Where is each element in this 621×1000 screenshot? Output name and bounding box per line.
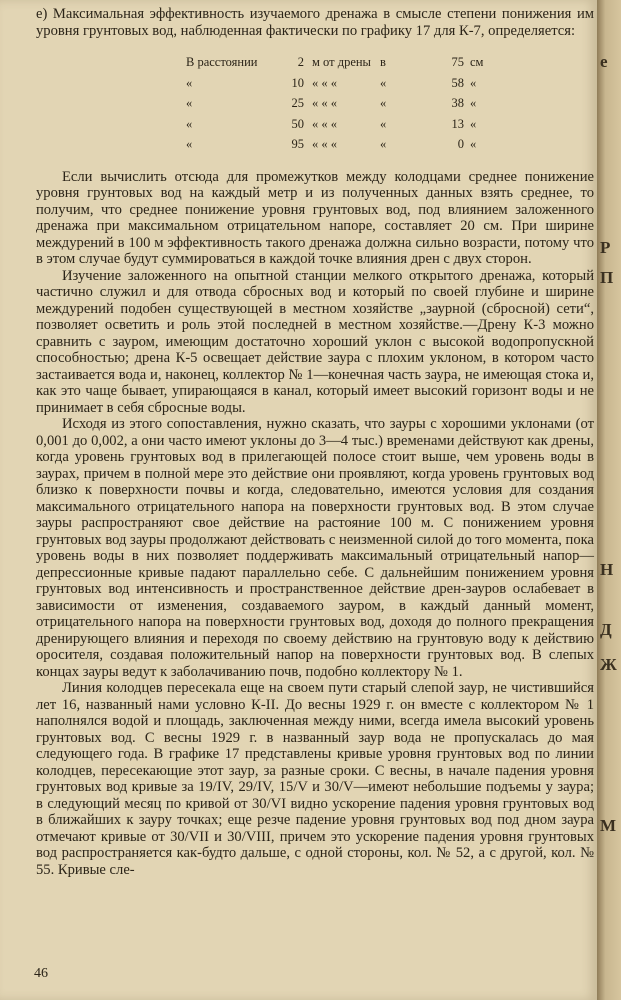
paragraph: Изучение заложенного на опытной станции мелкого открытого дренажа, который частично служил и для отвода сбросных вод и который по своей глубине и ширине междурений подобен существующей в местном хозяйстве „заурной (сбросной) сети“, позволяет осветить и роль этой последней в местном хозяйстве.—Дрену К-3 можно сравнить с зауром, имеющим достаточно хороший уклон с высокой водопропускной способностью; дрена К-5 освещает действие заура с плохим уклоном, в котором часто застаивается вода и, наконец, коллектор № 1—конечная часть заура, не имеющая стока и, как это чаще бывает, упирающаяся в канал, который имеет высокий горизонт воды и не принимает в себя сбросные воды. — [36, 267, 594, 416]
table-row: В расстоянии 2 м от дрены в 75 см — [186, 55, 484, 69]
adjacent-page-edge — [597, 0, 621, 1000]
paragraph: Линия колодцев пересекала еще на своем пути старый слепой заур, не чистившийся лет 16, названный нами условно К-II. До весны 1929 г. он вместе с коллектором № 1 наполнялся водой и площадь, заключенная между ними, всегда имела высокий уровень грунтовых вод. С весны 1929 г. в названный заур вода не пропускалась до мая следующего года. В графике 17 представлены кривые уровня грунтовых вод по линии колодцев, пересекающие этот заур, за разные сроки. С весны, в начале падения уровня грунтовых вод кривые за 19/IV, 29/IV, 15/V и 30/V—имеют небольшие подъемы у заура; в следующий месяц по кривой от 30/VI видно ускорение падения уровня грунтовых вод в ближайших к зауру точках; еще резче падение уровня грунтовых вод под дном заура отмечают кривые от 30/VII и 30/VIII, причем это ускорение падения уровня грунтовых вод распространяется как-будто дальше, с одной стороны, кол. № 52, а с другой, кол. № 55. Кривые сле- — [36, 680, 594, 878]
paragraph: Исходя из этого сопоставления, нужно сказать, что зауры с хорошими уклонами (от 0,001 до 0,002, а они часто имеют уклоны до 3—4 тыс.) временами действуют как дрены, когда уровень грунтовых вод в прилегающей полосе стоит выше, чем уровень воды в заурах, причем в полной мере это действие они проявляют, когда уровень грунтовых вод близко к поверхности почвы и когда, следовательно, имеются условия для создания максимального отрицательного напора на поверхности грунтовых вод. В этом случае зауры распространяют свое действие на растояние 100 м. С понижением уровня грунтовых вод зауры продолжают действовать с неизменной силой до того момента, пока уровень воды в них позволяет поддерживать максимальный отрицательный напор—депрессионные кривые падают параллельно себе. С дальнейшим понижением уровня грунтовых вод интенсивность и пространственное действие дрен-зауров ослабевает в зависимости от изменения, создаваемого зауром, в каждый данный момент, отрицательного напора на поверхности грунтовых вод, доходя до полного прекращения дренирующего влияния и переходя по своему действию на грунтовую воду к действию оросителя, создавая положительный напор на поверхности грунтовых вод. В слепых концах зауры ведут к заболачиванию почв, подобно коллектору № 1. — [36, 416, 595, 680]
edge-glyph: Ж — [600, 655, 617, 674]
page-text — [36, 6, 594, 878]
paragraph: Если вычислить отсюда для промежутков между колодцами среднее понижение уровня грунтовых вод на каждый метр и из полученных данных взять среднее, то получим, что среднее понижение уровня грунтовых вод, под влиянием заложенного дренажа при максимальном отрицательном напоре, составляет 20 см. При ширине междурений в 100 м эффективность такого дренажа должна сильно возрасти, потому что в этом случае будут суммироваться в каждой точке влияния дрен с двух сторон. — [36, 168, 594, 267]
paragraph-e: е) Максимальная эффективность изучаемого дренажа в смысле степени понижения им уровня грунтовых вод, наблюденная фактически по графику 17 для К-7, определяется: — [36, 6, 594, 39]
page-number: 46 — [34, 966, 48, 981]
edge-glyph: е — [600, 52, 608, 71]
table-row: « 10 « « « « 58 « — [186, 75, 477, 90]
edge-glyph: Д — [600, 620, 612, 639]
table-row: « 50 « « « « 13 « — [186, 116, 477, 131]
edge-glyph: М — [600, 816, 617, 835]
distance-table — [186, 52, 594, 155]
table-row: « 25 « « « « 38 « — [186, 96, 477, 110]
edge-glyph: Р — [600, 238, 611, 257]
edge-glyph: Н — [600, 560, 614, 579]
table-row: « 95 « « « « 0 « — [186, 137, 477, 151]
edge-glyph: П — [600, 268, 614, 287]
